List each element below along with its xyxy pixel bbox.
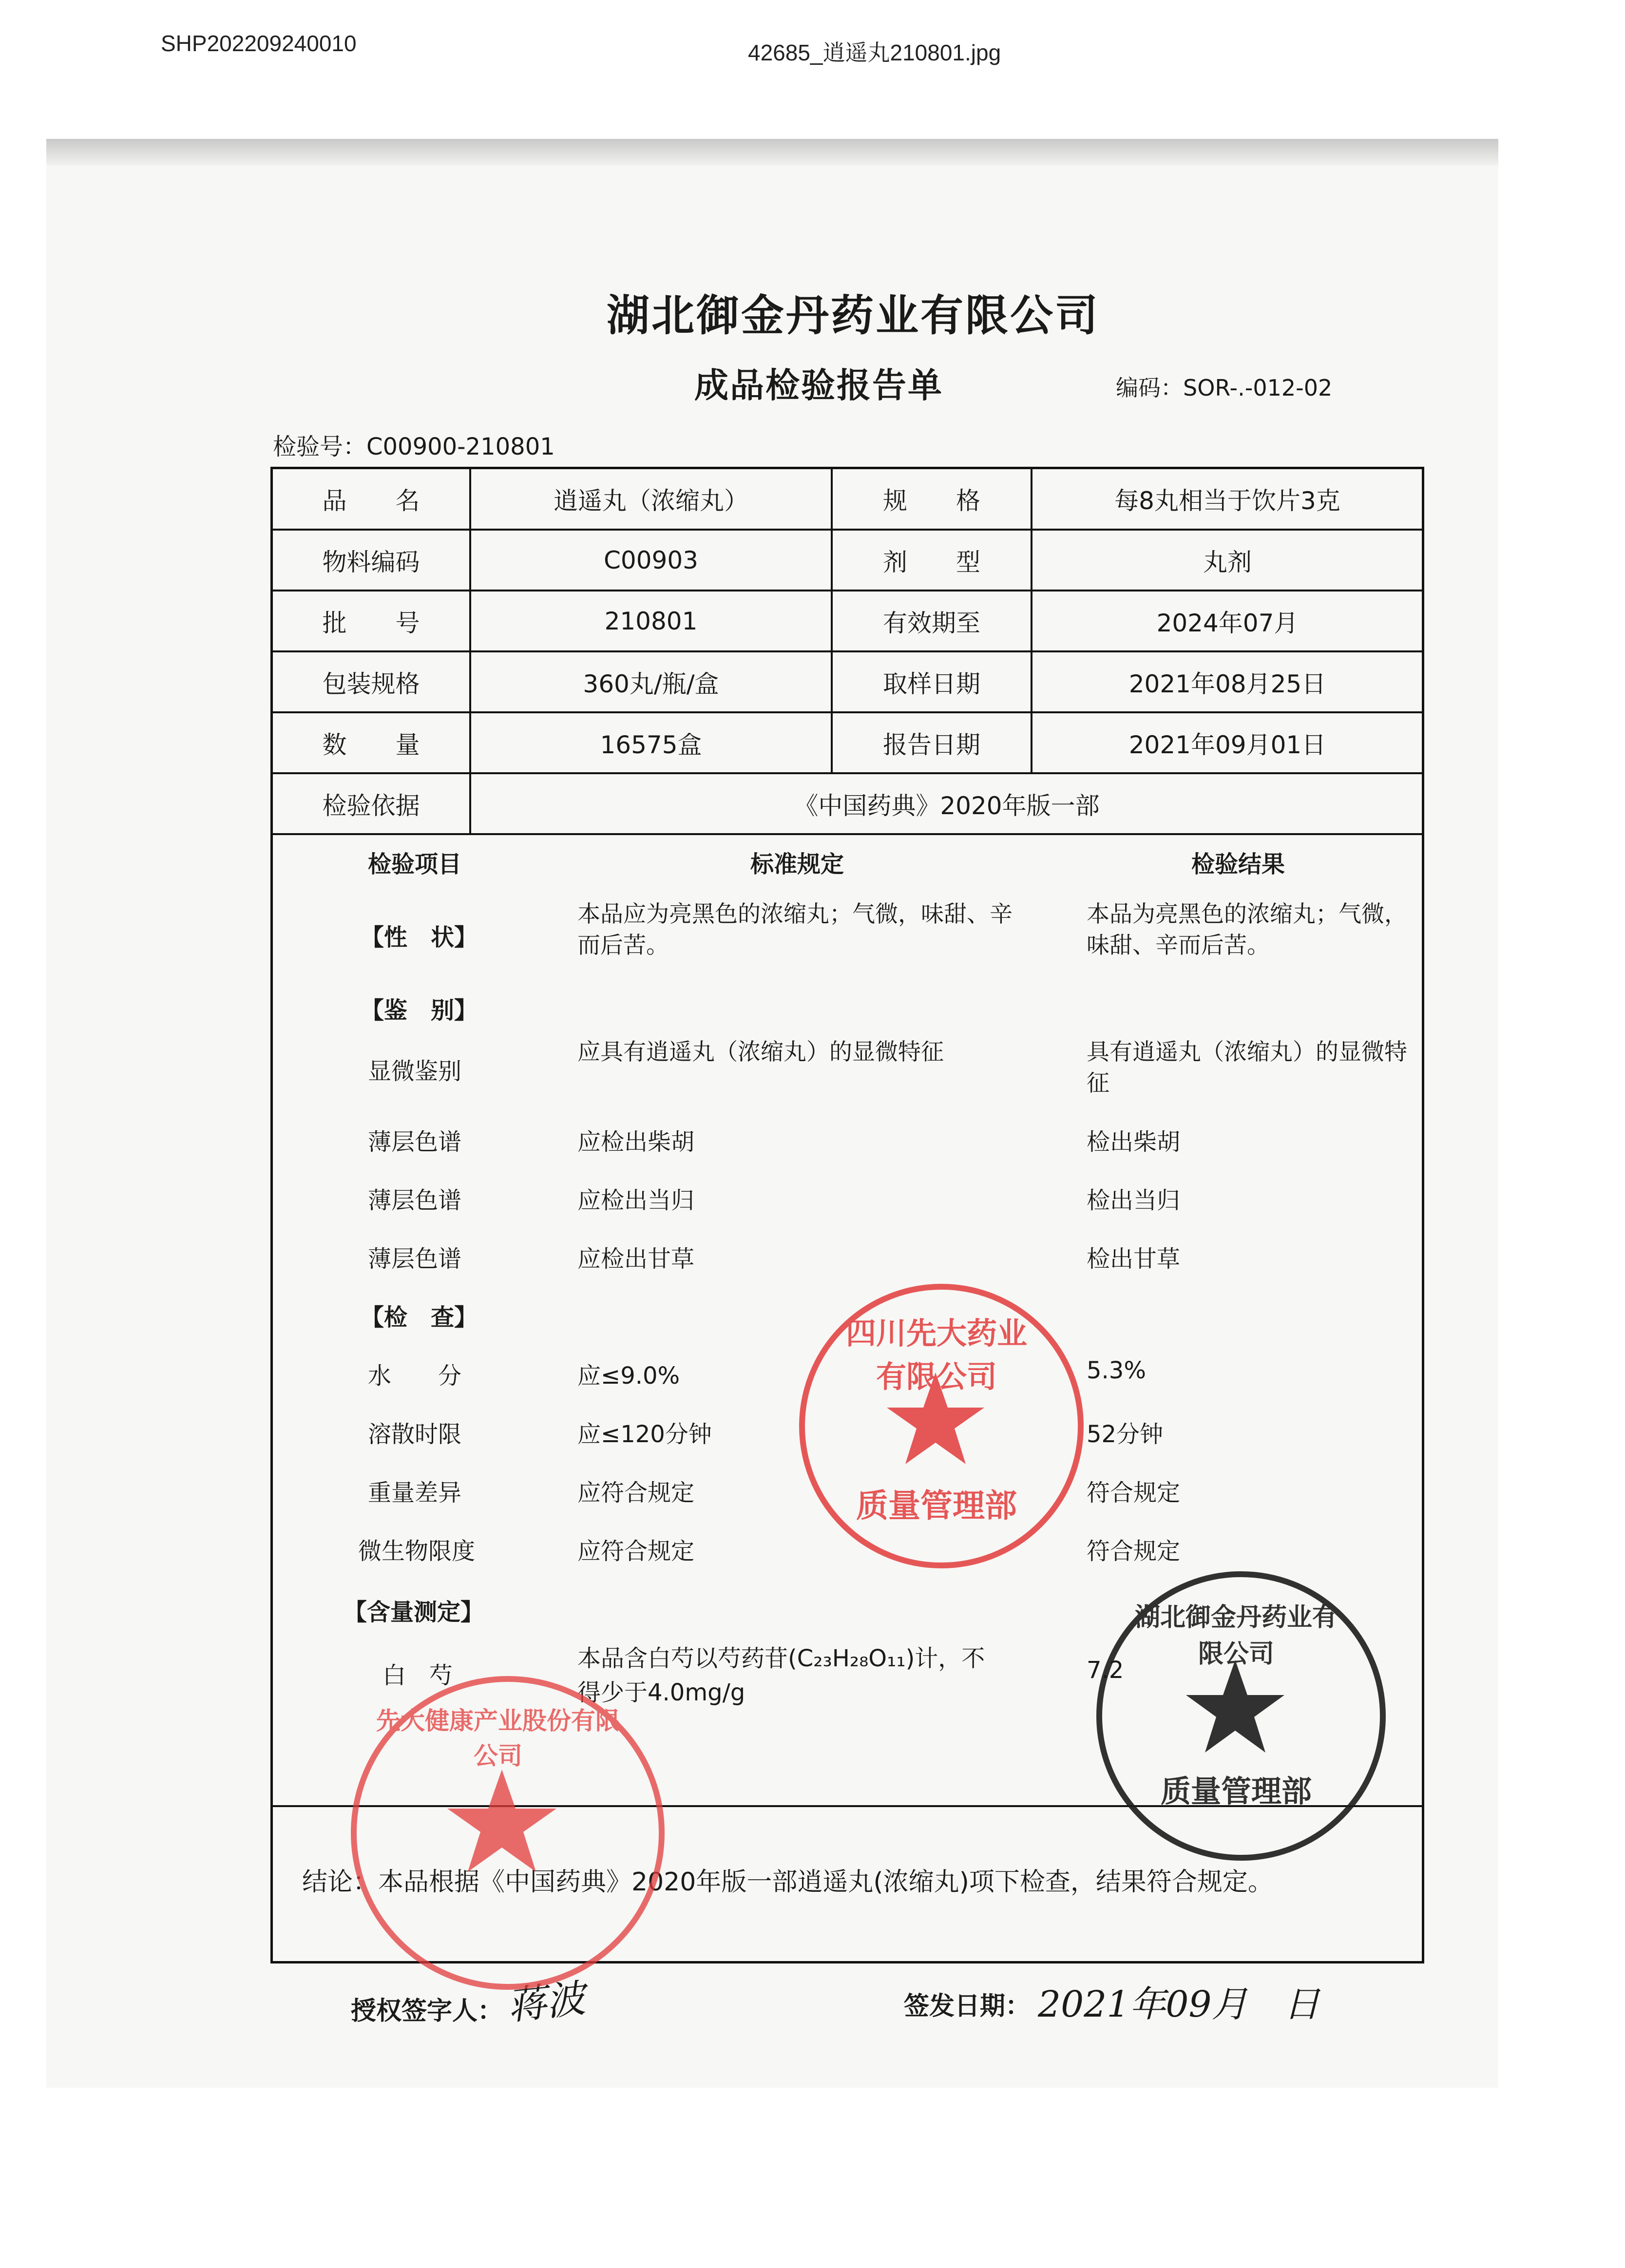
file-name: 42685_逍遥丸210801.jpg <box>748 40 1001 65</box>
result-microscopic: 具有逍遥丸（浓缩丸）的显微特征 <box>1087 1039 1407 1097</box>
black-seal-company: 湖北御金丹药业有限公司 <box>1134 1603 1338 1669</box>
item-microbial-limit: 微生物限度 <box>358 1538 476 1565</box>
handwritten-signature: 蒋波 <box>505 1975 588 2029</box>
result-weight-variation: 符合规定 <box>1087 1479 1181 1506</box>
standard-microbial-limit: 应符合规定 <box>577 1538 695 1565</box>
red-seal-dept: 质量管理部 <box>856 1487 1017 1525</box>
value-sampling-date: 2021年08月25日 <box>1128 669 1326 698</box>
result-disintegration: 52分钟 <box>1087 1421 1164 1448</box>
value-report-date: 2021年09月01日 <box>1128 730 1326 759</box>
label-material-code: 物料编码 <box>322 548 420 576</box>
label-spec: 规 格 <box>883 487 980 515</box>
col-header-standard: 标准规定 <box>750 851 844 878</box>
item-disintegration: 溶散时限 <box>368 1421 462 1448</box>
black-seal-dept: 质量管理部 <box>1160 1773 1312 1809</box>
category-appearance: 【性 状】 <box>361 924 478 951</box>
standard-tlc-2: 应检出当归 <box>577 1187 695 1214</box>
standard-assay-line2: 得少于4.0mg/g <box>577 1679 746 1706</box>
item-microscopic: 显微鉴别 <box>368 1058 462 1085</box>
row-divider <box>270 833 1424 835</box>
label-product-name: 品 名 <box>322 487 420 515</box>
category-identification: 【鉴 别】 <box>361 997 478 1024</box>
conclusion: 结论：本品根据《中国药典》2020年版一部逍遥丸(浓缩丸)项下检查，结果符合规定。 <box>302 1868 1273 1897</box>
item-tlc-1: 薄层色谱 <box>368 1128 462 1156</box>
standard-moisture: 应≤9.0% <box>577 1362 680 1390</box>
file-code: SHP202209240010 <box>161 31 357 56</box>
category-assay: 【含量测定】 <box>344 1599 484 1626</box>
result-tlc-3: 检出甘草 <box>1087 1245 1181 1273</box>
value-dosage-form: 丸剂 <box>1203 548 1252 576</box>
label-basis: 检验依据 <box>322 791 420 820</box>
result-tlc-1: 检出柴胡 <box>1087 1128 1181 1156</box>
value-material-code: C00903 <box>604 546 698 574</box>
label-report-date: 报告日期 <box>883 730 980 759</box>
standard-assay-line1: 本品含白芍以芍药苷(C₂₃H₂₈O₁₁)计，不 <box>577 1645 985 1672</box>
label-package: 包装规格 <box>322 669 420 698</box>
standard-appearance: 本品应为亮黑色的浓缩丸；气微，味甜、辛而后苦。 <box>577 901 1013 959</box>
result-tlc-2: 检出当归 <box>1087 1187 1181 1214</box>
red-seal-company: 四川先大药业有限公司 <box>845 1315 1027 1394</box>
standard-tlc-3: 应检出甘草 <box>577 1245 695 1273</box>
value-package: 360丸/瓶/盒 <box>583 669 719 698</box>
report-title: 成品检验报告单 <box>694 365 943 405</box>
value-basis: 《中国药典》2020年版一部 <box>794 791 1100 820</box>
col-header-item: 检验项目 <box>368 851 462 878</box>
red-seal-2-company: 先大健康产业股份有限公司 <box>376 1707 620 1770</box>
col-header-result: 检验结果 <box>1191 851 1285 878</box>
value-expiry: 2024年07月 <box>1156 609 1299 637</box>
item-white-peony: 白 芍 <box>382 1662 453 1689</box>
standard-microscopic: 应具有逍遥丸（浓缩丸）的显微特征 <box>577 1039 944 1066</box>
item-tlc-2: 薄层色谱 <box>368 1187 462 1214</box>
value-product-name: 逍遥丸（浓缩丸） <box>554 487 748 515</box>
standard-tlc-1: 应检出柴胡 <box>577 1128 695 1156</box>
value-batch: 210801 <box>604 607 698 635</box>
inspection-number: 检验号：C00900-210801 <box>273 433 555 460</box>
red-company-seal <box>351 1676 665 1990</box>
scan-edge-shadow <box>46 139 1498 166</box>
result-appearance: 本品为亮黑色的浓缩丸；气微，味甜、辛而后苦。 <box>1087 901 1407 959</box>
sign-date-label: 签发日期： <box>904 1992 1031 2021</box>
label-dosage-form: 剂 型 <box>883 548 980 576</box>
value-quantity: 16575盒 <box>600 730 702 759</box>
result-moisture: 5.3% <box>1087 1357 1146 1384</box>
document-code: 编码：SOR-.-012-02 <box>1116 375 1333 401</box>
standard-weight-variation: 应符合规定 <box>577 1479 695 1506</box>
item-tlc-3: 薄层色谱 <box>368 1245 462 1273</box>
label-sampling-date: 取样日期 <box>883 669 980 698</box>
category-inspection: 【检 查】 <box>361 1304 478 1331</box>
red-quality-seal <box>799 1284 1084 1568</box>
value-spec: 每8丸相当于饮片3克 <box>1114 487 1340 515</box>
result-assay: 7.2 <box>1087 1657 1124 1684</box>
company-title: 湖北御金丹药业有限公司 <box>607 290 1100 341</box>
label-expiry: 有效期至 <box>883 609 980 637</box>
black-quality-seal <box>1096 1571 1386 1861</box>
item-moisture: 水 分 <box>368 1362 462 1390</box>
item-weight-variation: 重量差异 <box>368 1479 462 1506</box>
standard-disintegration: 应≤120分钟 <box>577 1421 712 1448</box>
result-microbial-limit: 符合规定 <box>1087 1538 1181 1565</box>
label-quantity: 数 量 <box>322 730 420 759</box>
sign-date-value: 2021年09月 日 <box>1038 1983 1320 2025</box>
label-batch: 批 号 <box>322 609 420 637</box>
signer-label: 授权签字人： <box>351 1997 503 2026</box>
